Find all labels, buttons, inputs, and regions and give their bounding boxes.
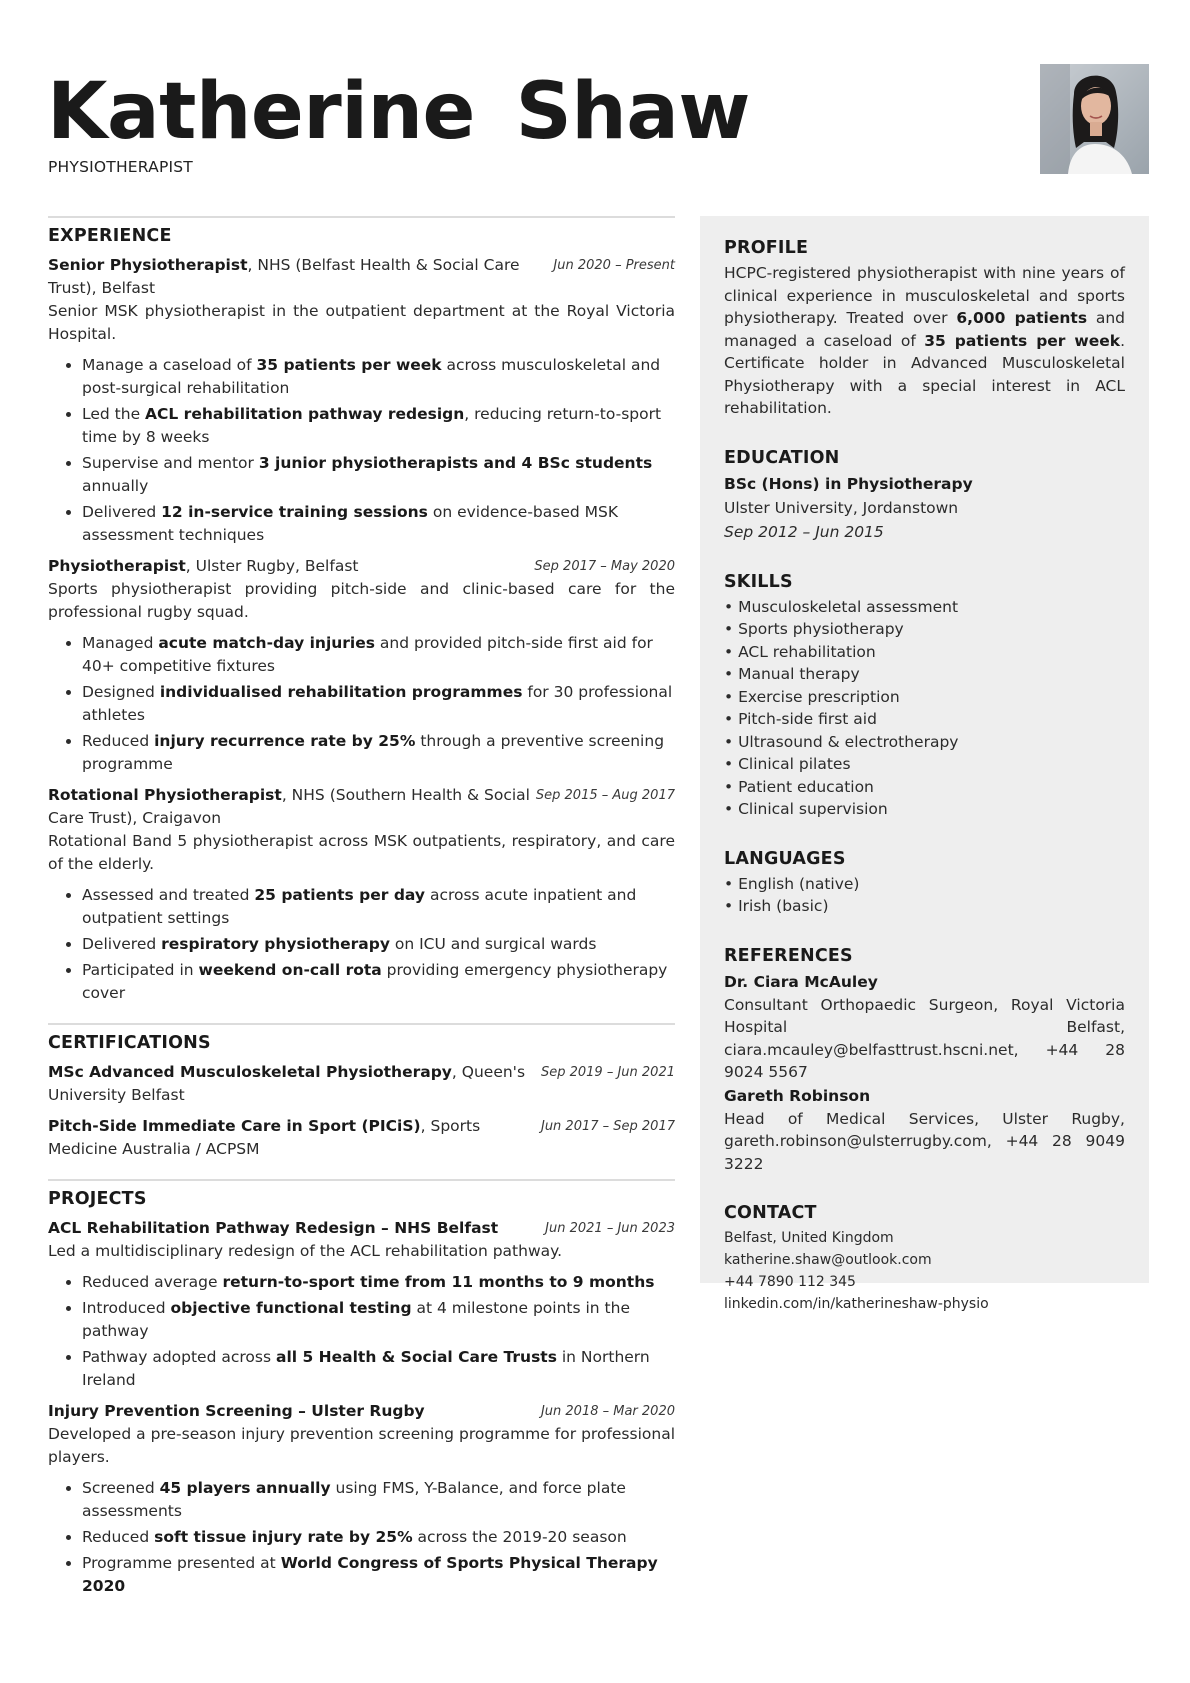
skill-item: • Clinical pilates (724, 753, 1125, 776)
education-school: Ulster University, Jordanstown (724, 498, 959, 517)
bullet-item (82, 632, 675, 678)
main-column (48, 216, 675, 1606)
bullet-text: Pathway adopted across (82, 1348, 276, 1366)
sidebar (700, 216, 1149, 1312)
bullet-text: for 30 professional athletes (82, 683, 673, 724)
entry-header (48, 1400, 675, 1423)
contact-heading: CONTACT (724, 1203, 817, 1223)
contact-linkedin[interactable]: linkedin.com/in/katherineshaw-physio (724, 1296, 989, 1312)
skills-list (724, 596, 1125, 821)
bullet-item (82, 730, 675, 776)
bullet-text: Programme presented at (82, 1554, 281, 1572)
achievement-list (48, 884, 675, 1005)
certification-entry (48, 1061, 675, 1107)
bullet-text: Introduced (82, 1299, 171, 1317)
skill-item: • Pitch-side first aid (724, 708, 1125, 731)
skill-item: • Ultrasound & electrotherapy (724, 731, 1125, 754)
reference-name: Dr. Ciara McAuley (724, 972, 878, 991)
reference-name: Gareth Robinson (724, 1086, 871, 1105)
bullet-text: Screened (82, 1479, 160, 1497)
job-organization: , NHS (Belfast Health & Social Care Trust), Belfast (48, 256, 520, 297)
bullet-text: at 4 milestone points in the pathway (82, 1299, 630, 1340)
bullet-text: across musculoskeletal and post-surgical rehabilitation (82, 356, 661, 397)
bullet-text: Assessed and treated (82, 886, 255, 904)
bullet-item (82, 452, 675, 498)
languages-list (724, 873, 1125, 918)
languages-heading: LANGUAGES (724, 848, 846, 869)
certification-issuer: , Queen's University Belfast (48, 1063, 526, 1104)
certification-issuer: , Sports Medicine Australia / ACPSM (48, 1117, 481, 1158)
entry-header (48, 1115, 675, 1161)
bullet-item (82, 501, 675, 547)
contact-phone[interactable]: +44 7890 112 345 (724, 1274, 856, 1290)
project-dates: Jun 2021 – Jun 2023 (545, 1221, 675, 1236)
experience-entry (48, 254, 675, 547)
bullet-item (82, 1477, 675, 1523)
job-dates: Sep 2017 – May 2020 (534, 559, 675, 574)
achievement-list (48, 632, 675, 776)
job-dates: Jun 2020 – Present (553, 258, 675, 273)
bullet-highlight: objective functional testing (170, 1299, 412, 1317)
bullet-text: on ICU and surgical wards (389, 935, 597, 953)
skill-item: • Exercise prescription (724, 686, 1125, 709)
profile-heading: PROFILE (724, 238, 809, 258)
bullet-text: Reduced average (82, 1273, 223, 1291)
experience-heading: EXPERIENCE (48, 226, 172, 246)
bullet-highlight: individualised rehabilitation programmes (159, 683, 523, 701)
education-dates: Sep 2012 – Jun 2015 (724, 522, 884, 541)
entry-header (48, 1061, 675, 1107)
language-item: • English (native) (724, 873, 1125, 896)
bullet-highlight: ACL rehabilitation pathway redesign (145, 405, 465, 423)
education-heading: EDUCATION (724, 447, 840, 468)
bullet-text: Supervise and mentor (82, 454, 259, 472)
bullet-text: on evidence-based MSK assessment techniques (82, 503, 619, 544)
bullet-highlight: 3 junior physiotherapists and 4 BSc students (258, 454, 653, 472)
contact-email[interactable]: katherine.shaw@outlook.com (724, 1252, 932, 1268)
bullet-item (82, 1526, 675, 1549)
bullet-text: across acute inpatient and outpatient settings (82, 886, 637, 927)
job-description: Senior MSK physiotherapist in the outpatient department at the Royal Victoria Hospital. (48, 302, 675, 343)
skill-item: • Musculoskeletal assessment (724, 596, 1125, 619)
entry-header (48, 555, 675, 578)
profile-photo (1040, 64, 1149, 174)
bullet-highlight: 45 players annually (159, 1479, 331, 1497)
references-heading: REFERENCES (724, 945, 853, 966)
achievement-list (48, 354, 675, 547)
bullet-highlight: 25 patients per day (254, 886, 426, 904)
bullet-item (82, 933, 675, 956)
bullet-highlight: soft tissue injury rate by 25% (154, 1528, 413, 1546)
bullet-highlight: World Congress of Sports Physical Therapy 2020 (82, 1554, 658, 1595)
bullet-text: Reduced (82, 732, 155, 750)
project-entry (48, 1217, 675, 1392)
references-list (724, 970, 1125, 1176)
project-dates: Jun 2018 – Mar 2020 (540, 1404, 675, 1419)
contact-location: Belfast, United Kingdom (724, 1230, 894, 1246)
bullet-text: Delivered (82, 503, 162, 521)
certifications-list (48, 1061, 675, 1161)
bullet-text: Designed (82, 683, 160, 701)
bullet-highlight: acute match-day injuries (158, 634, 375, 652)
project-description: Led a multidisciplinary redesign of the ACL rehabilitation pathway. (48, 1242, 563, 1260)
bullet-text: and provided pitch-side first aid for 40+ competitive fixtures (82, 634, 653, 675)
job-description: Rotational Band 5 physiotherapist across MSK outpatients, respiratory, and care of the elderly. (48, 832, 675, 873)
certifications-heading: CERTIFICATIONS (48, 1033, 211, 1053)
entry-header (48, 1217, 675, 1240)
entry-header (48, 254, 675, 300)
bullet-item (82, 884, 675, 930)
skill-item: • Sports physiotherapy (724, 618, 1125, 641)
divider (48, 1023, 675, 1025)
bullet-highlight: all 5 Health & Social Care Trusts (275, 1348, 557, 1366)
bullet-item (82, 959, 675, 1005)
bullet-text: annually (82, 477, 149, 495)
bullet-text: Participated in (82, 961, 199, 979)
job-role: Rotational Physiotherapist (48, 786, 282, 804)
achievement-list (48, 1271, 675, 1392)
reference-detail: Consultant Orthopaedic Surgeon, Royal Victoria Hospital Belfast, ciara.mcauley@belfasttrust.hscni.net, +44 28 9024 5567 (724, 995, 1125, 1081)
bullet-item (82, 1552, 675, 1598)
divider (48, 1179, 675, 1181)
certification-dates: Jun 2017 – Sep 2017 (540, 1119, 675, 1134)
education-degree: BSc (Hons) in Physiotherapy (724, 474, 973, 493)
job-description: Sports physiotherapist providing pitch-side and clinic-based care for the professional rugby squad. (48, 580, 675, 621)
skill-item: • Manual therapy (724, 663, 1125, 686)
bullet-highlight: respiratory physiotherapy (161, 935, 390, 953)
bullet-text: through a preventive screening programme (82, 732, 665, 773)
skills-heading: SKILLS (724, 571, 793, 592)
achievement-list (48, 1477, 675, 1598)
project-name: Injury Prevention Screening – Ulster Rugby (48, 1402, 425, 1420)
bullet-item (82, 1297, 675, 1343)
project-description: Developed a pre-season injury prevention screening programme for professional players. (48, 1425, 675, 1466)
bullet-text: Delivered (82, 935, 162, 953)
certification-entry (48, 1115, 675, 1161)
job-role: Physiotherapist (48, 557, 186, 575)
bullet-text: providing emergency physiotherapy cover (82, 961, 668, 1002)
project-entry (48, 1400, 675, 1598)
projects-list (48, 1217, 675, 1598)
bullet-highlight: return-to-sport time from 11 months to 9 months (222, 1273, 655, 1291)
language-item: • Irish (basic) (724, 895, 1125, 918)
skill-item: • Clinical supervision (724, 798, 1125, 821)
divider (48, 216, 675, 218)
experience-list (48, 254, 675, 1005)
project-name: ACL Rehabilitation Pathway Redesign – NHS Belfast (48, 1219, 499, 1237)
certification-name: MSc Advanced Musculoskeletal Physiotherapy (48, 1063, 452, 1081)
experience-entry (48, 555, 675, 776)
bullet-text: in Northern Ireland (82, 1348, 650, 1389)
job-organization: , NHS (Southern Health & Social Care Trust), Craigavon (48, 786, 530, 827)
skill-item: • Patient education (724, 776, 1125, 799)
bullet-text: Led the (82, 405, 146, 423)
bullet-item (82, 403, 675, 449)
candidate-name: Katherine Shaw (47, 67, 750, 157)
profile-summary: HCPC-registered physiotherapist with nine years of clinical experience in musculoskeletal and sports physiotherapy. Treated over 6,000 patients and managed a caseload of 35 patients per week. Certificate holder in Advanced Musculoskeletal Physiotherapy with a special interest in ACL rehabilitation. (724, 264, 1125, 417)
bullet-text: Reduced (82, 1528, 155, 1546)
bullet-highlight: 35 patients per week (256, 356, 442, 374)
reference-detail: Head of Medical Services, Ulster Rugby, gareth.robinson@ulsterrugby.com, +44 28 9049 3222 (724, 1109, 1125, 1173)
job-role: Senior Physiotherapist (48, 256, 248, 274)
skill-item: • ACL rehabilitation (724, 641, 1125, 664)
certification-dates: Sep 2019 – Jun 2021 (540, 1065, 675, 1080)
job-title: PHYSIOTHERAPIST (48, 158, 193, 176)
entry-header (48, 784, 675, 830)
bullet-text: across the 2019-20 season (412, 1528, 627, 1546)
bullet-text: Manage a caseload of (82, 356, 257, 374)
projects-heading: PROJECTS (48, 1189, 147, 1209)
bullet-text: , reducing return-to-sport time by 8 weeks (82, 405, 662, 446)
bullet-item (82, 1271, 675, 1294)
bullet-text: using FMS, Y-Balance, and force plate assessments (82, 1479, 626, 1520)
certification-name: Pitch-Side Immediate Care in Sport (PICiS) (48, 1117, 421, 1135)
bullet-item (82, 681, 675, 727)
bullet-highlight: weekend on-call rota (198, 961, 382, 979)
experience-entry (48, 784, 675, 1005)
bullet-text: Managed (82, 634, 159, 652)
bullet-item (82, 1346, 675, 1392)
bullet-highlight: injury recurrence rate by 25% (154, 732, 416, 750)
job-dates: Sep 2015 – Aug 2017 (535, 788, 675, 803)
bullet-highlight: 12 in-service training sessions (161, 503, 428, 521)
bullet-item (82, 354, 675, 400)
job-organization: , Ulster Rugby, Belfast (185, 557, 359, 575)
